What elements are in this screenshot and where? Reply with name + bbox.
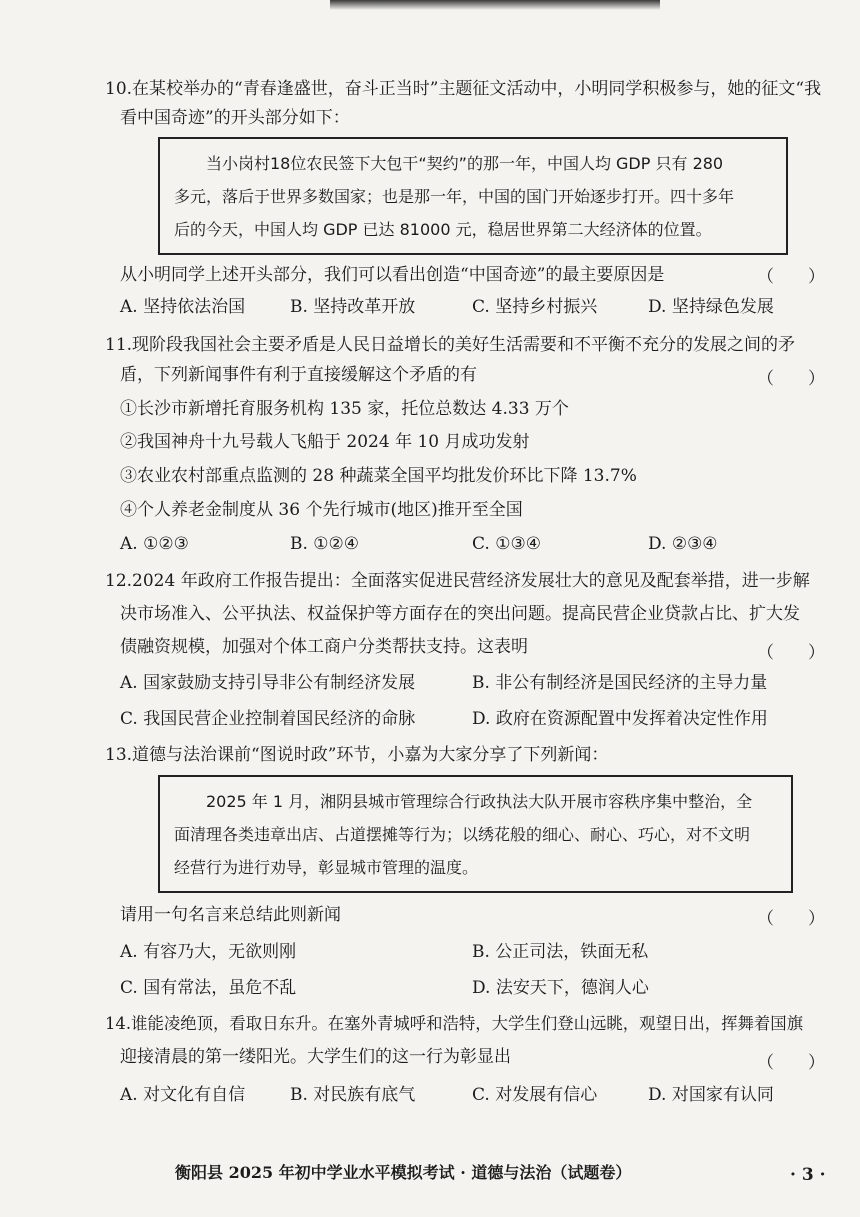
q11-item-4: ④个人养老金制度从 36 个先行城市(地区)推开至全国 xyxy=(120,500,523,520)
q10-box-line: 当小岗村18位农民签下大包干“契约”的那一年，中国人均 GDP 只有 280 xyxy=(174,154,724,173)
q10-line2: 看中国奇迹”的开头部分如下： xyxy=(120,108,350,128)
q12-option-b: B. 非公有制经济是国民经济的主导力量 xyxy=(472,673,768,693)
page-number: · 3 · xyxy=(790,1165,826,1185)
q12-answer-paren: （ ） xyxy=(757,643,825,663)
q10-box-line: 多元，落后于世界多数国家；也是那一年，中国的国门开始逐步打开。四十多年 xyxy=(174,187,735,206)
q11-item-3: ③农业农村部重点监测的 28 种蔬菜全国平均批发价环比下降 13.7% xyxy=(120,466,637,486)
q13-box-line: 2025 年 1 月，湘阴县城市管理综合行政执法大队开展市容秩序集中整治，全 xyxy=(174,792,753,811)
q13-option-b: B. 公正司法，铁面无私 xyxy=(472,942,649,962)
q11-option-b: B. ①②④ xyxy=(290,534,360,554)
q12-line2: 决市场准入、公平执法、权益保护等方面存在的突出问题。提高民营企业贷款占比、扩大发 xyxy=(120,604,800,624)
q14-option-d: D. 对国家有认同 xyxy=(648,1085,774,1105)
q14-line2: 迎接清晨的第一缕阳光。大学生们的这一行为彰显出 xyxy=(120,1047,511,1067)
q12-option-d: D. 政府在资源配置中发挥着决定性作用 xyxy=(472,709,768,729)
q14-option-c: C. 对发展有信心 xyxy=(472,1085,598,1105)
q11-option-a: A. ①②③ xyxy=(120,534,189,554)
q14-line1: 14.谁能凌绝顶，看取日东升。在塞外青城呼和浩特，大学生们登山远眺，观望日出，挥舞着国旗 xyxy=(105,1014,804,1033)
q10-option-c: C. 坚持乡村振兴 xyxy=(472,297,598,317)
q11-item-1: ①长沙市新增托育服务机构 135 家，托位总数达 4.33 万个 xyxy=(120,399,569,419)
q13-option-d: D. 法安天下，德润人心 xyxy=(472,978,649,998)
scan-shadow xyxy=(330,0,660,10)
q10-box-line: 后的今天，中国人均 GDP 已达 81000 元，稳居世界第二大经济体的位置。 xyxy=(174,220,712,239)
page-footer: 衡阳县 2025 年初中学业水平模拟考试 · 道德与法治（试题卷） xyxy=(175,1163,632,1182)
q11-item-2: ②我国神舟十九号载人飞船于 2024 年 10 月成功发射 xyxy=(120,432,530,452)
q14-option-b: B. 对民族有底气 xyxy=(290,1085,416,1105)
q13-option-c: C. 国有常法，虽危不乱 xyxy=(120,978,297,998)
q10-option-d: D. 坚持绿色发展 xyxy=(648,297,774,317)
q11-option-d: D. ②③④ xyxy=(648,534,718,554)
q10-line1: 10.在某校举办的“青春逢盛世，奋斗正当时”主题征文活动中，小明同学积极参与，她的征文“我 xyxy=(105,79,822,99)
q10-quote-box xyxy=(158,137,788,255)
q13-line1: 13.道德与法治课前“图说时政”环节，小嘉为大家分享了下列新闻： xyxy=(105,745,609,765)
q12-option-a: A. 国家鼓励支持引导非公有制经济发展 xyxy=(120,673,416,693)
q13-answer-paren: （ ） xyxy=(757,909,825,929)
q13-option-a: A. 有容乃大，无欲则刚 xyxy=(120,942,297,962)
q10-option-b: B. 坚持改革开放 xyxy=(290,297,416,317)
q11-line2: 盾，下列新闻事件有利于直接缓解这个矛盾的有 xyxy=(120,365,477,385)
q13-stem: 请用一句名言来总结此则新闻 xyxy=(120,905,341,925)
q13-box-line: 经营行为进行劝导，彰显城市管理的温度。 xyxy=(174,858,479,877)
q14-option-a: A. 对文化有自信 xyxy=(120,1085,246,1105)
q11-line1: 11.现阶段我国社会主要矛盾是人民日益增长的美好生活需要和不平衡不充分的发展之间的矛 xyxy=(105,335,796,355)
q10-answer-paren: （ ） xyxy=(757,267,825,287)
q12-option-c: C. 我国民营企业控制着国民经济的命脉 xyxy=(120,709,416,729)
q13-box-line: 面清理各类违章出店、占道摆摊等行为；以绣花般的细心、耐心、巧心，对不文明 xyxy=(174,825,751,844)
q14-answer-paren: （ ） xyxy=(757,1053,825,1073)
q10-stem: 从小明同学上述开头部分，我们可以看出创造“中国奇迹”的最主要原因是 xyxy=(120,265,665,285)
q11-option-c: C. ①③④ xyxy=(472,534,541,554)
q12-line3: 债融资规模，加强对个体工商户分类帮扶支持。这表明 xyxy=(120,637,528,657)
q11-answer-paren: （ ） xyxy=(757,369,825,389)
q12-line1: 12.2024 年政府工作报告提出：全面落实促进民营经济发展壮大的意见及配套举措，进一步解 xyxy=(105,571,810,591)
q13-news-box xyxy=(158,775,793,893)
q10-option-a: A. 坚持依法治国 xyxy=(120,297,246,317)
